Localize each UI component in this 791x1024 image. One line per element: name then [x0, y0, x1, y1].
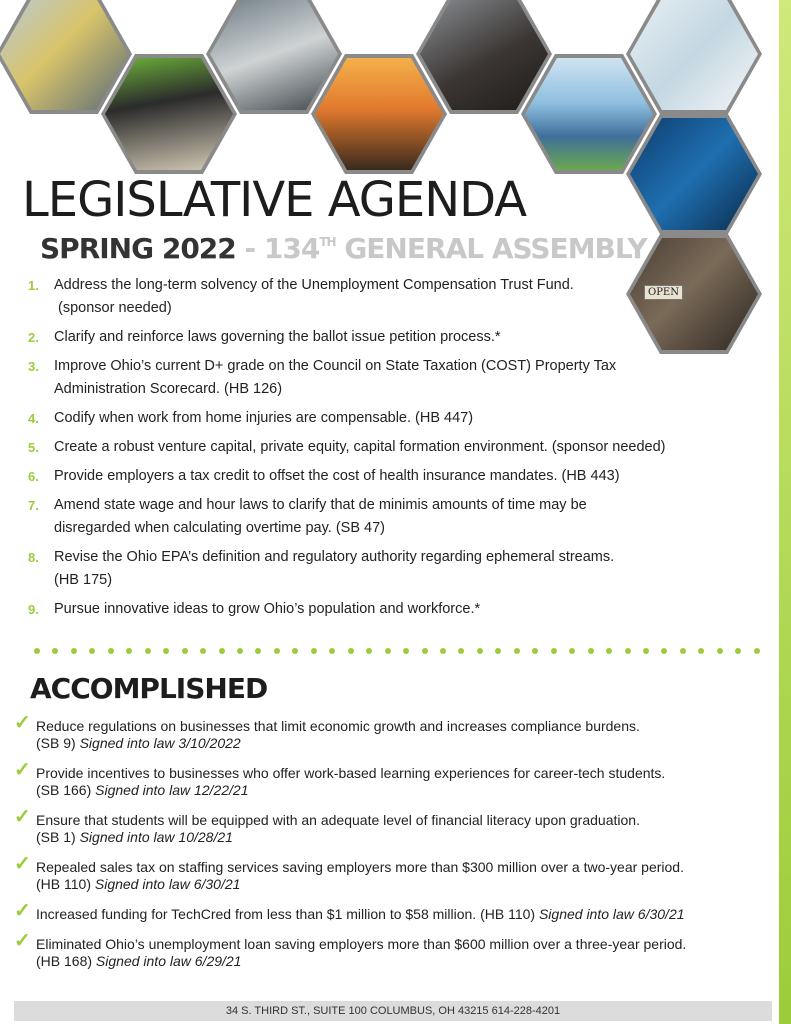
divider-dot — [717, 648, 723, 654]
divider-dot — [348, 648, 354, 654]
divider-dot — [661, 648, 667, 654]
divider-dot — [588, 648, 594, 654]
divider-dot — [292, 648, 298, 654]
agenda-item: 2. Clarify and reinforce laws governing the ballot issue petition process.* — [28, 329, 501, 345]
divider-dot — [403, 648, 409, 654]
divider-dot — [569, 648, 575, 654]
check-icon: ✓ — [14, 806, 31, 828]
divider-dot — [532, 648, 538, 654]
accomplished-item: ✓ Increased funding for TechCred from less than $1 million to $58 million. (HB 110) Signed into law 6/30/21 — [14, 900, 685, 922]
divider-dot — [606, 648, 612, 654]
subtitle-ordinal-suffix: TH — [319, 235, 336, 249]
check-icon: ✓ — [14, 853, 31, 875]
agenda-item: 9. Pursue innovative ideas to grow Ohio’s population and workforce.* — [28, 601, 481, 617]
divider-dot — [52, 648, 58, 654]
divider-dot — [200, 648, 206, 654]
divider-dot — [89, 648, 95, 654]
subtitle-season: SPRING 2022 — [40, 232, 236, 265]
accomplished-list — [14, 712, 774, 983]
agenda-item: 6. Provide employers a tax credit to offset the cost of health insurance mandates. (HB 443) — [28, 468, 620, 484]
divider-dot — [754, 648, 760, 654]
divider-dot — [698, 648, 704, 654]
open-sign: OPEN — [644, 285, 683, 300]
page-title: LEGISLATIVE AGENDA — [22, 172, 527, 228]
agenda-item: 5. Create a robust venture capital, private equity, capital formation environment. (sponsor needed) — [28, 439, 666, 455]
footer-address: 34 S. THIRD ST., SUITE 100 COLUMBUS, OH 43215 614-228-4201 — [14, 1001, 772, 1021]
subtitle-assembly-prefix: - 134 — [235, 232, 320, 265]
divider-dot — [366, 648, 372, 654]
agenda-item: 7. Amend state wage and hour laws to clarify that de minimis amounts of time may be disregarded when calculating overtime pay. (SB 47) — [28, 497, 587, 536]
page-subtitle — [40, 232, 647, 265]
divider-dot — [422, 648, 428, 654]
divider-dot — [255, 648, 261, 654]
check-icon: ✓ — [14, 930, 31, 952]
divider-dot — [514, 648, 520, 654]
divider-dot — [625, 648, 631, 654]
agenda-item: 4. Codify when work from home injuries are compensable. (HB 447) — [28, 410, 474, 426]
accomplished-item: ✓ Eliminated Ohio’s unemployment loan saving employers more than $600 million over a three-year period. (HB 168) Signed into law 6/29/21 — [14, 930, 687, 969]
agenda-item: 8. Revise the Ohio EPA’s definition and regulatory authority regarding ephemeral streams. (HB 175) — [28, 549, 615, 588]
divider-dot — [163, 648, 169, 654]
divider-dot — [145, 648, 151, 654]
accomplished-item: ✓ Reduce regulations on businesses that limit economic growth and increases compliance burdens. (SB 9) Signed into law 3/10/2022 — [14, 712, 640, 751]
divider-dot — [34, 648, 40, 654]
divider-dot — [440, 648, 446, 654]
agenda-list — [28, 274, 728, 627]
divider-dot — [311, 648, 317, 654]
divider-dot — [219, 648, 225, 654]
check-icon: ✓ — [14, 759, 31, 781]
divider-dot — [329, 648, 335, 654]
divider-dot — [108, 648, 114, 654]
accomplished-heading: ACCOMPLISHED — [30, 672, 268, 705]
accomplished-item: ✓ Ensure that students will be equipped with an adequate level of financial literacy upon graduation. (SB 1) Signed into law 10/28/21 — [14, 806, 640, 845]
divider-dot — [735, 648, 741, 654]
divider-dot — [71, 648, 77, 654]
divider-dot — [126, 648, 132, 654]
check-icon: ✓ — [14, 900, 31, 922]
divider-dot — [643, 648, 649, 654]
accomplished-item: ✓ Repealed sales tax on staffing services saving employers more than $300 million over a two-year period. (HB 110) Signed into law 6/30/21 — [14, 853, 684, 892]
divider-dot — [274, 648, 280, 654]
divider-dot — [477, 648, 483, 654]
divider-dot — [495, 648, 501, 654]
divider-dot — [551, 648, 557, 654]
agenda-item: 3. Improve Ohio’s current D+ grade on the Council on State Taxation (COST) Property Tax Administration Scorecard. (HB 126) — [28, 358, 617, 397]
divider-dot — [182, 648, 188, 654]
agenda-item: 1. Address the long-term solvency of the Unemployment Compensation Trust Fund. (sponsor needed) — [28, 277, 574, 316]
divider-dot — [680, 648, 686, 654]
check-icon: ✓ — [14, 712, 31, 734]
dotted-divider — [34, 648, 760, 656]
divider-dot — [237, 648, 243, 654]
subtitle-assembly-suffix: GENERAL ASSEMBLY — [335, 232, 647, 265]
divider-dot — [385, 648, 391, 654]
accomplished-item: ✓ Provide incentives to businesses who offer work-based learning experiences for career-tech students. (SB 166) Signed into law 12/22/21 — [14, 759, 666, 798]
divider-dot — [458, 648, 464, 654]
